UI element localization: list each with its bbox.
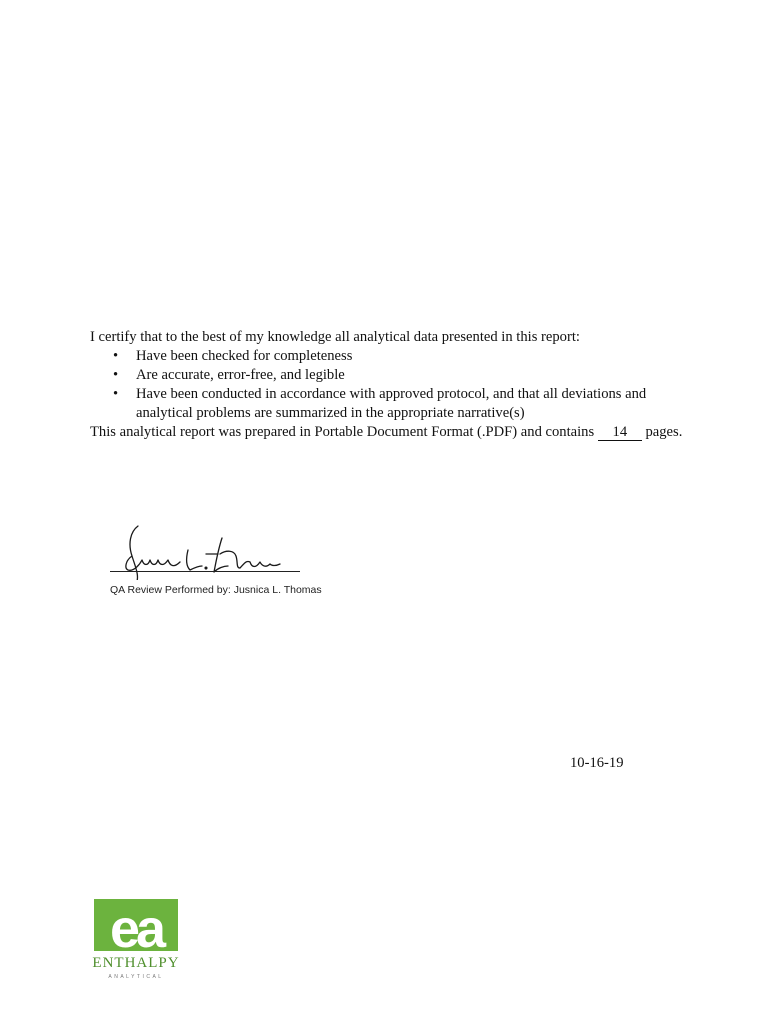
list-item-text: Have been checked for completeness [136,348,353,364]
list-item [90,385,690,423]
bullet-icon: • [113,348,119,364]
certification-block [90,328,690,442]
signature-date: 10-16-19 [570,755,624,771]
svg-text:ENTHALPY: ENTHALPY [92,955,180,971]
signature-line [110,571,300,572]
enthalpy-analytical-logo [90,897,190,982]
report-prefix: This analytical report was prepared in Portable Document Format (.PDF) and contains [90,424,595,440]
report-suffix: pages. [645,424,683,440]
certification-list [90,347,690,423]
list-item [90,366,690,385]
list-item-text: Have been conducted in accordance with approved protocol, and that all deviations and analytical problems are summarized in the appropriate narrative(s) [136,386,647,421]
list-item [90,347,690,366]
report-format-statement [90,423,690,442]
bullet-icon: • [113,367,119,383]
list-item-text: Are accurate, error-free, and legible [136,367,345,383]
svg-text:ea: ea [109,899,163,959]
svg-text:ANALYTICAL: ANALYTICAL [108,974,164,980]
signature-caption: QA Review Performed by: Jusnica L. Thomas [110,584,322,596]
page-count: 14 [598,425,642,441]
bullet-icon: • [113,386,119,402]
certification-intro: I certify that to the best of my knowledge all analytical data presented in this report: [90,329,580,345]
